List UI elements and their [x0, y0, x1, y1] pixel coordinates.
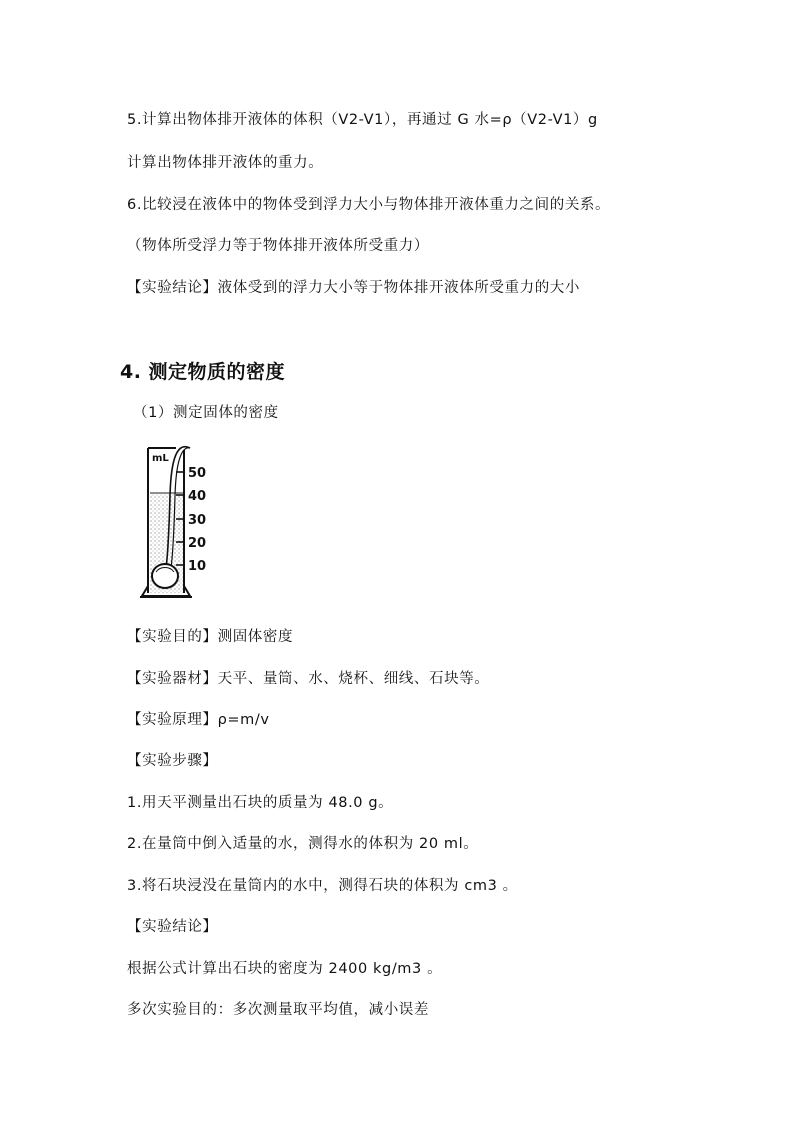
svg-text:30: 30 — [188, 513, 207, 528]
text-materials: 【实验器材】天平、量筒、水、烧杯、细线、石块等。 — [127, 671, 490, 687]
tick-50 — [176, 466, 206, 481]
text-multi-purpose: 多次实验目的：多次测量取平均值，减小误差 — [127, 1002, 429, 1018]
svg-text:50: 50 — [188, 466, 207, 481]
unit-label: mL — [152, 453, 169, 464]
text-steps-heading: 【实验步骤】 — [127, 753, 218, 769]
text-step5-line2: 计算出物体排开液体的重力。 — [127, 155, 324, 171]
svg-text:10: 10 — [188, 559, 207, 574]
text-step5-line1: 5.计算出物体排开液体的体积（V2-V1），再通过 G 水=ρ（V2-V1）g — [127, 112, 598, 128]
svg-text:20: 20 — [188, 536, 207, 551]
text-conclusion: 根据公式计算出石块的密度为 2400 kg/m3 。 — [127, 961, 443, 977]
text-step3: 3.将石块浸没在量筒内的水中，测得石块的体积为 cm3 。 — [127, 878, 518, 894]
text-purpose: 【实验目的】测固体密度 — [127, 629, 294, 645]
text-step6-line1: 6.比较浸在液体中的物体受到浮力大小与物体排开液体重力之间的关系。 — [127, 197, 611, 213]
text-conclusion-heading: 【实验结论】 — [127, 919, 218, 935]
text-step1: 1.用天平测量出石块的质量为 48.0 g。 — [127, 795, 394, 811]
svg-text:40: 40 — [188, 489, 207, 504]
section-title: 4. 测定物质的密度 — [120, 361, 286, 383]
text-conclusion-top: 【实验结论】液体受到的浮力大小等于物体排开液体所受重力的大小 — [127, 280, 580, 296]
text-principle: 【实验原理】ρ=m/v — [127, 712, 270, 728]
graduated-cylinder-figure — [138, 436, 238, 606]
text-step2: 2.在量筒中倒入适量的水，测得水的体积为 20 ml。 — [127, 836, 479, 852]
text-step6-line2: （物体所受浮力等于物体排开液体所受重力） — [127, 238, 429, 254]
section-subtitle: （1）测定固体的密度 — [133, 405, 279, 421]
